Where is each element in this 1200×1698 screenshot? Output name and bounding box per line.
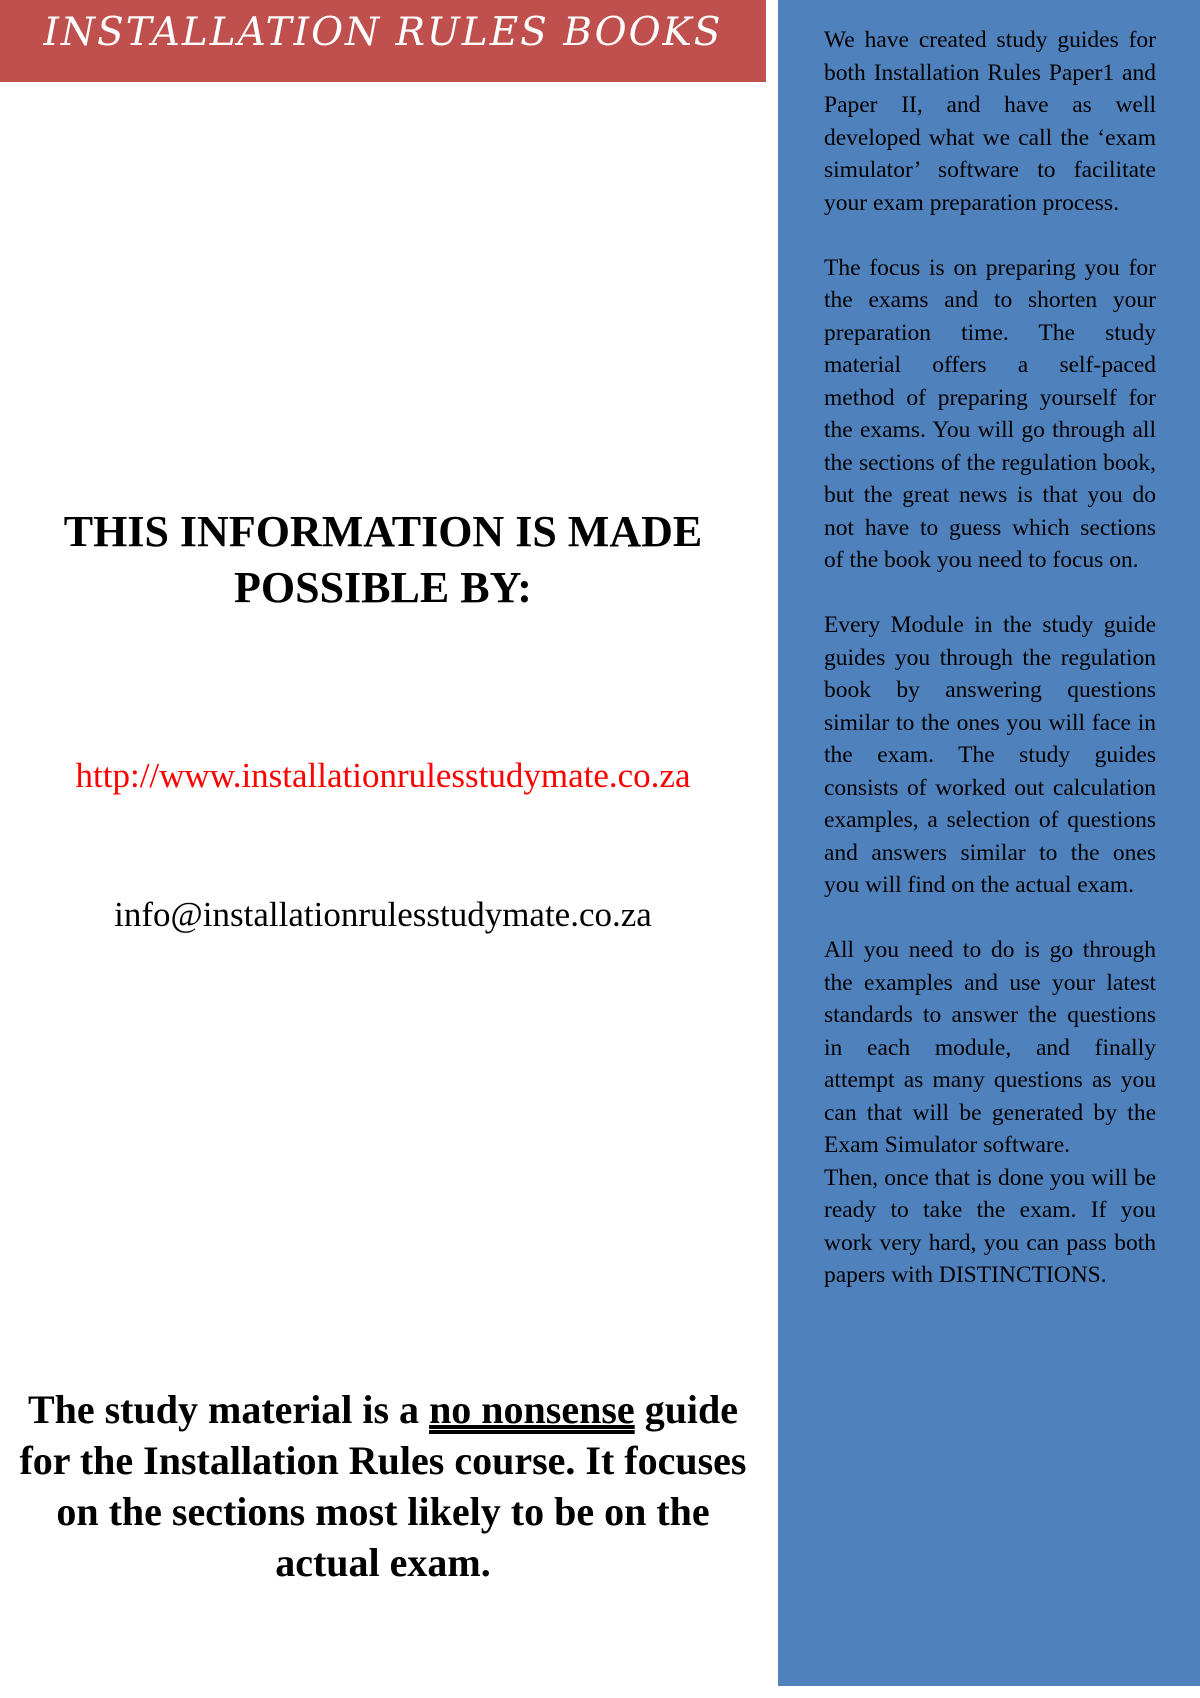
heading-line-1: THIS INFORMATION IS MADE <box>63 507 703 556</box>
heading-line-2: POSSIBLE BY: <box>234 563 532 612</box>
note-text-end: guide for the Installation Rules course. It focuses on the sections most likely to be on the actual exam. <box>19 1387 747 1585</box>
page-title: INSTALLATION RULES BOOKS <box>43 10 723 55</box>
note-text-start: The study material is a <box>27 1387 430 1432</box>
sidebar-paragraph-2: The focus is on preparing you for the exams and to shorten your preparation time. The study material offers a self-paced method of preparing yourself for the exams. You will go through all the sections of the regulation book, but the great news is that you do not have to guess which sections of the book you need to focus on. <box>824 254 1156 573</box>
note-emphasis: no nonsense <box>429 1387 635 1432</box>
sidebar-paragraph-1: We have created study guides for both Installation Rules Paper1 and Paper II, and have as well developed what we call the ‘exam simulator’ software to facilitate your exam preparation process. <box>824 27 1156 216</box>
made-possible-heading <box>0 504 766 616</box>
sidebar-text <box>824 24 1156 1292</box>
sidebar-paragraph-5: Then, once that is done you will be ready to take the exam. If you work very hard, you can pass both papers with DISTINCTIONS. <box>824 1164 1156 1288</box>
website-link[interactable]: http://www.installationrulesstudymate.co.za <box>75 756 691 795</box>
sidebar-paragraph-4: All you need to do is go through the examples and use your latest standards to answer the questions in each module, and finally attempt as many questions as you can that will be generated by the Exam Simulator software. <box>824 937 1156 1158</box>
study-material-note <box>0 1384 766 1588</box>
email-address[interactable]: info@installationrulesstudymate.co.za <box>114 895 652 934</box>
sidebar-paragraph-3: Every Module in the study guide guides you through the regulation book by answering questions similar to the ones you will face in the exam. The study guides consists of worked out calculation examples, a selection of questions and answers similar to the ones you will find on the actual exam. <box>824 612 1156 898</box>
